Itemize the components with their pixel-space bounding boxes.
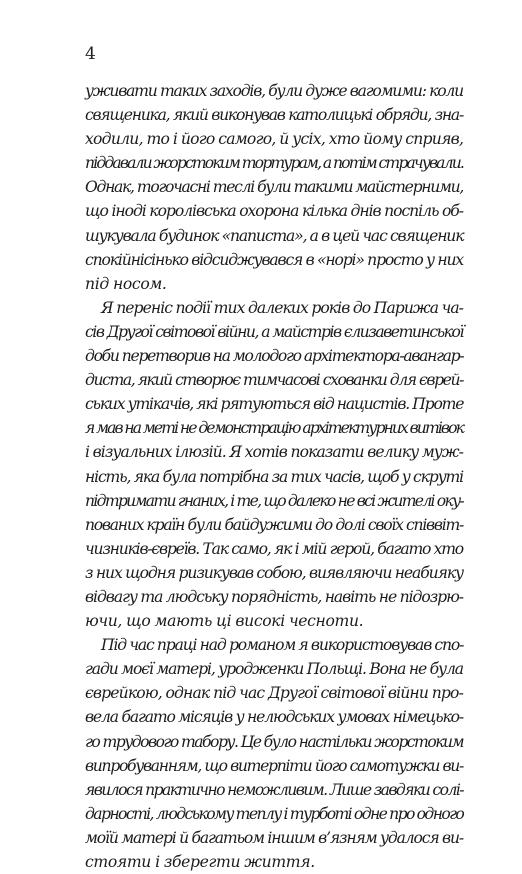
body-text xyxy=(85,79,463,874)
text-line: сів Другої світової війни, а майстрів єлизаветинської xyxy=(85,322,463,341)
page-number: 4 xyxy=(85,44,96,64)
text-line: підтримати гнаних, і те, що далеко не всі жителі оку- xyxy=(85,491,463,510)
text-line: явилося практично неможливим. Лише завдяки солі- xyxy=(85,780,463,799)
text-line: ходили, то і його самого, й усіх, хто йому сприяв, xyxy=(85,130,464,149)
text-line: і візуальних ілюзій. Я хотів показати велику муж- xyxy=(85,443,463,462)
text-line: Я переніс події тих далеких років до Парижа ча- xyxy=(101,298,463,317)
text-line: уживати таких заходів, були дуже вагомими: коли xyxy=(85,82,463,100)
text-line: стояти і зберегти життя. xyxy=(85,853,315,871)
text-line: диста, який створює тимчасові схованки для єврей- xyxy=(85,371,463,390)
text-line: спокійнісінько відсиджувався в «норі» просто у них xyxy=(85,250,463,269)
text-line: моїй матері й багатьом іншим в’язням удалося ви- xyxy=(85,828,463,847)
text-line: піддавали жорстоким тортурам, а потім страчували. xyxy=(85,154,463,173)
text-line: я мав на меті не демонстрацію архітектурних витівок xyxy=(85,419,463,438)
paragraph-1 xyxy=(85,79,463,296)
text-line: з них щодня ризикував собою, виявляючи неабияку xyxy=(85,563,463,582)
text-line: чизників-євреїв. Так само, як і мій герой, багато хто xyxy=(85,539,463,558)
paragraph-3 xyxy=(85,633,463,874)
text-line: що іноді королівська охорона кілька днів поспіль об- xyxy=(85,202,463,221)
text-line: ючи, що мають ці високі чесноти. xyxy=(85,612,364,631)
text-line: пованих країн були байдужими до долі своїх співвіт- xyxy=(85,515,463,534)
text-line: шукувала будинок «паписта», а в цей час священик xyxy=(85,226,464,245)
text-line: єврейкою, однак під час Другої світової війни про- xyxy=(85,684,463,703)
text-line: священика, який виконував католицькі обряди, зна- xyxy=(85,106,463,125)
text-line: Однак, тогочасні теслі були такими майстерними, xyxy=(85,178,463,197)
text-line: під носом. xyxy=(85,274,167,293)
text-line: вела багато місяців у нелюдських умовах німецько- xyxy=(85,708,463,727)
text-line: Під час праці над романом я використовував спо- xyxy=(101,636,464,655)
text-line: дарності, людському теплу і турботі одне про одного xyxy=(85,804,464,823)
text-line: ських утікачів, які рятуються від нацистів. Проте xyxy=(85,395,464,414)
text-line: гади моєї матері, уродженки Польщі. Вона не була xyxy=(85,660,463,679)
text-line: го трудового табору. Це було настільки жорстоким xyxy=(85,732,463,751)
text-line: доби перетворив на молодого архітектора-авангар- xyxy=(85,347,464,366)
paragraph-2 xyxy=(85,296,463,633)
text-line: ність, яка була потрібна за тих часів, щоб у скруті xyxy=(85,467,463,486)
text-line: відвагу та людську порядність, навіть не підозрю- xyxy=(85,587,463,606)
text-line: випробуванням, що витерпіти його самотужки ви- xyxy=(85,756,463,775)
